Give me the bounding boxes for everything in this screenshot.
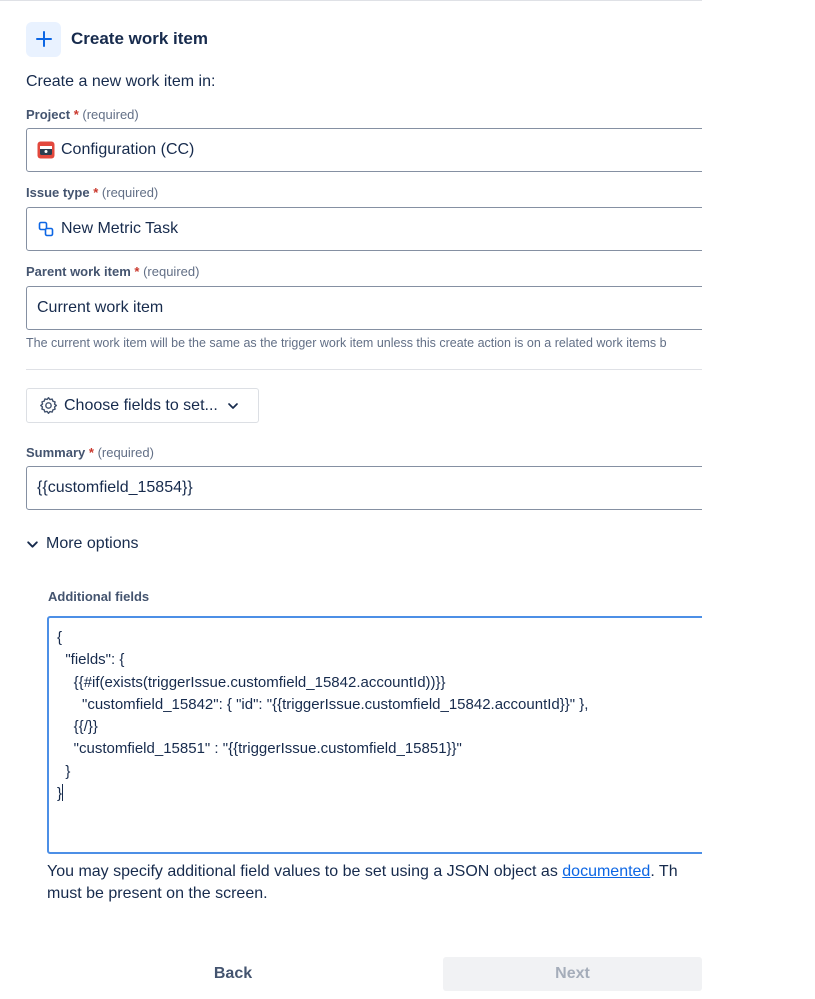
json-line: "customfield_15851" : "{{triggerIssue.customfield_15851}}": [57, 740, 462, 758]
next-button[interactable]: Next: [443, 957, 702, 991]
json-line-text: }: [57, 785, 63, 803]
subtask-icon: [37, 220, 55, 238]
chevron-down-icon: [26, 538, 39, 551]
top-divider: [0, 0, 702, 1]
required-star: *: [88, 445, 94, 460]
required-text: (required): [101, 185, 159, 200]
json-line: "customfield_15842": { "id": "{{triggerIssue.customfield_15842.accountId}}" },: [57, 695, 589, 713]
choose-fields-label: Choose fields to set...: [64, 396, 218, 414]
required-text: (required): [97, 445, 154, 460]
text-cursor: [62, 784, 63, 801]
project-label-text: Project: [26, 107, 71, 122]
project-avatar-icon: [37, 141, 55, 159]
more-options-label: More options: [46, 535, 139, 552]
more-options-toggle[interactable]: [26, 535, 139, 553]
additional-fields-help: [47, 861, 702, 905]
additional-fields-label: Additional fields: [48, 589, 150, 604]
section-divider: [26, 369, 702, 370]
summary-input[interactable]: [26, 466, 702, 510]
json-line-last: [57, 783, 702, 805]
required-text: (required): [82, 107, 139, 122]
json-line: "fields": {: [57, 651, 125, 669]
project-select[interactable]: [26, 128, 702, 172]
issue-type-select[interactable]: [26, 207, 702, 251]
help-text-after: . Th: [650, 863, 678, 880]
page-title: Create work item: [71, 29, 208, 48]
required-star: *: [93, 185, 99, 200]
project-label: [26, 107, 139, 122]
parent-helper-text: The current work item will be the same as the trigger work item unless this create action is on a related work items b: [26, 336, 667, 350]
chevron-down-icon: [227, 400, 239, 412]
summary-value: {{customfield_15854}}: [37, 479, 193, 496]
json-line: {: [57, 629, 63, 646]
issue-type-value: New Metric Task: [61, 220, 179, 237]
gear-icon: [39, 396, 58, 415]
plus-icon: [26, 22, 61, 57]
intro-text: Create a new work item in:: [26, 73, 216, 90]
project-value: Configuration (CC): [61, 141, 195, 158]
parent-work-item-select[interactable]: [26, 286, 702, 330]
json-line: }: [57, 762, 71, 780]
documented-link[interactable]: documented: [562, 863, 651, 880]
help-text-line2: must be present on the screen.: [47, 885, 268, 902]
required-star: *: [134, 264, 140, 279]
parent-label: [26, 264, 199, 279]
back-button[interactable]: Back: [213, 965, 253, 982]
summary-label-text: Summary: [26, 445, 86, 460]
json-line: {{/}}: [57, 718, 98, 736]
issue-type-label: [26, 185, 158, 200]
choose-fields-button[interactable]: [26, 388, 259, 423]
help-text: You may specify additional field values to be set using a JSON object as: [47, 863, 563, 880]
summary-label: [26, 445, 154, 460]
parent-value: Current work item: [37, 299, 164, 316]
required-star: *: [73, 107, 79, 122]
required-text: (required): [143, 264, 200, 279]
parent-label-text: Parent work item: [26, 264, 131, 279]
issue-type-label-text: Issue type: [26, 185, 90, 200]
additional-fields-textarea[interactable]: [47, 616, 702, 854]
header: [26, 21, 208, 57]
json-line: {{#if(exists(triggerIssue.customfield_15842.accountId))}}: [57, 673, 446, 691]
